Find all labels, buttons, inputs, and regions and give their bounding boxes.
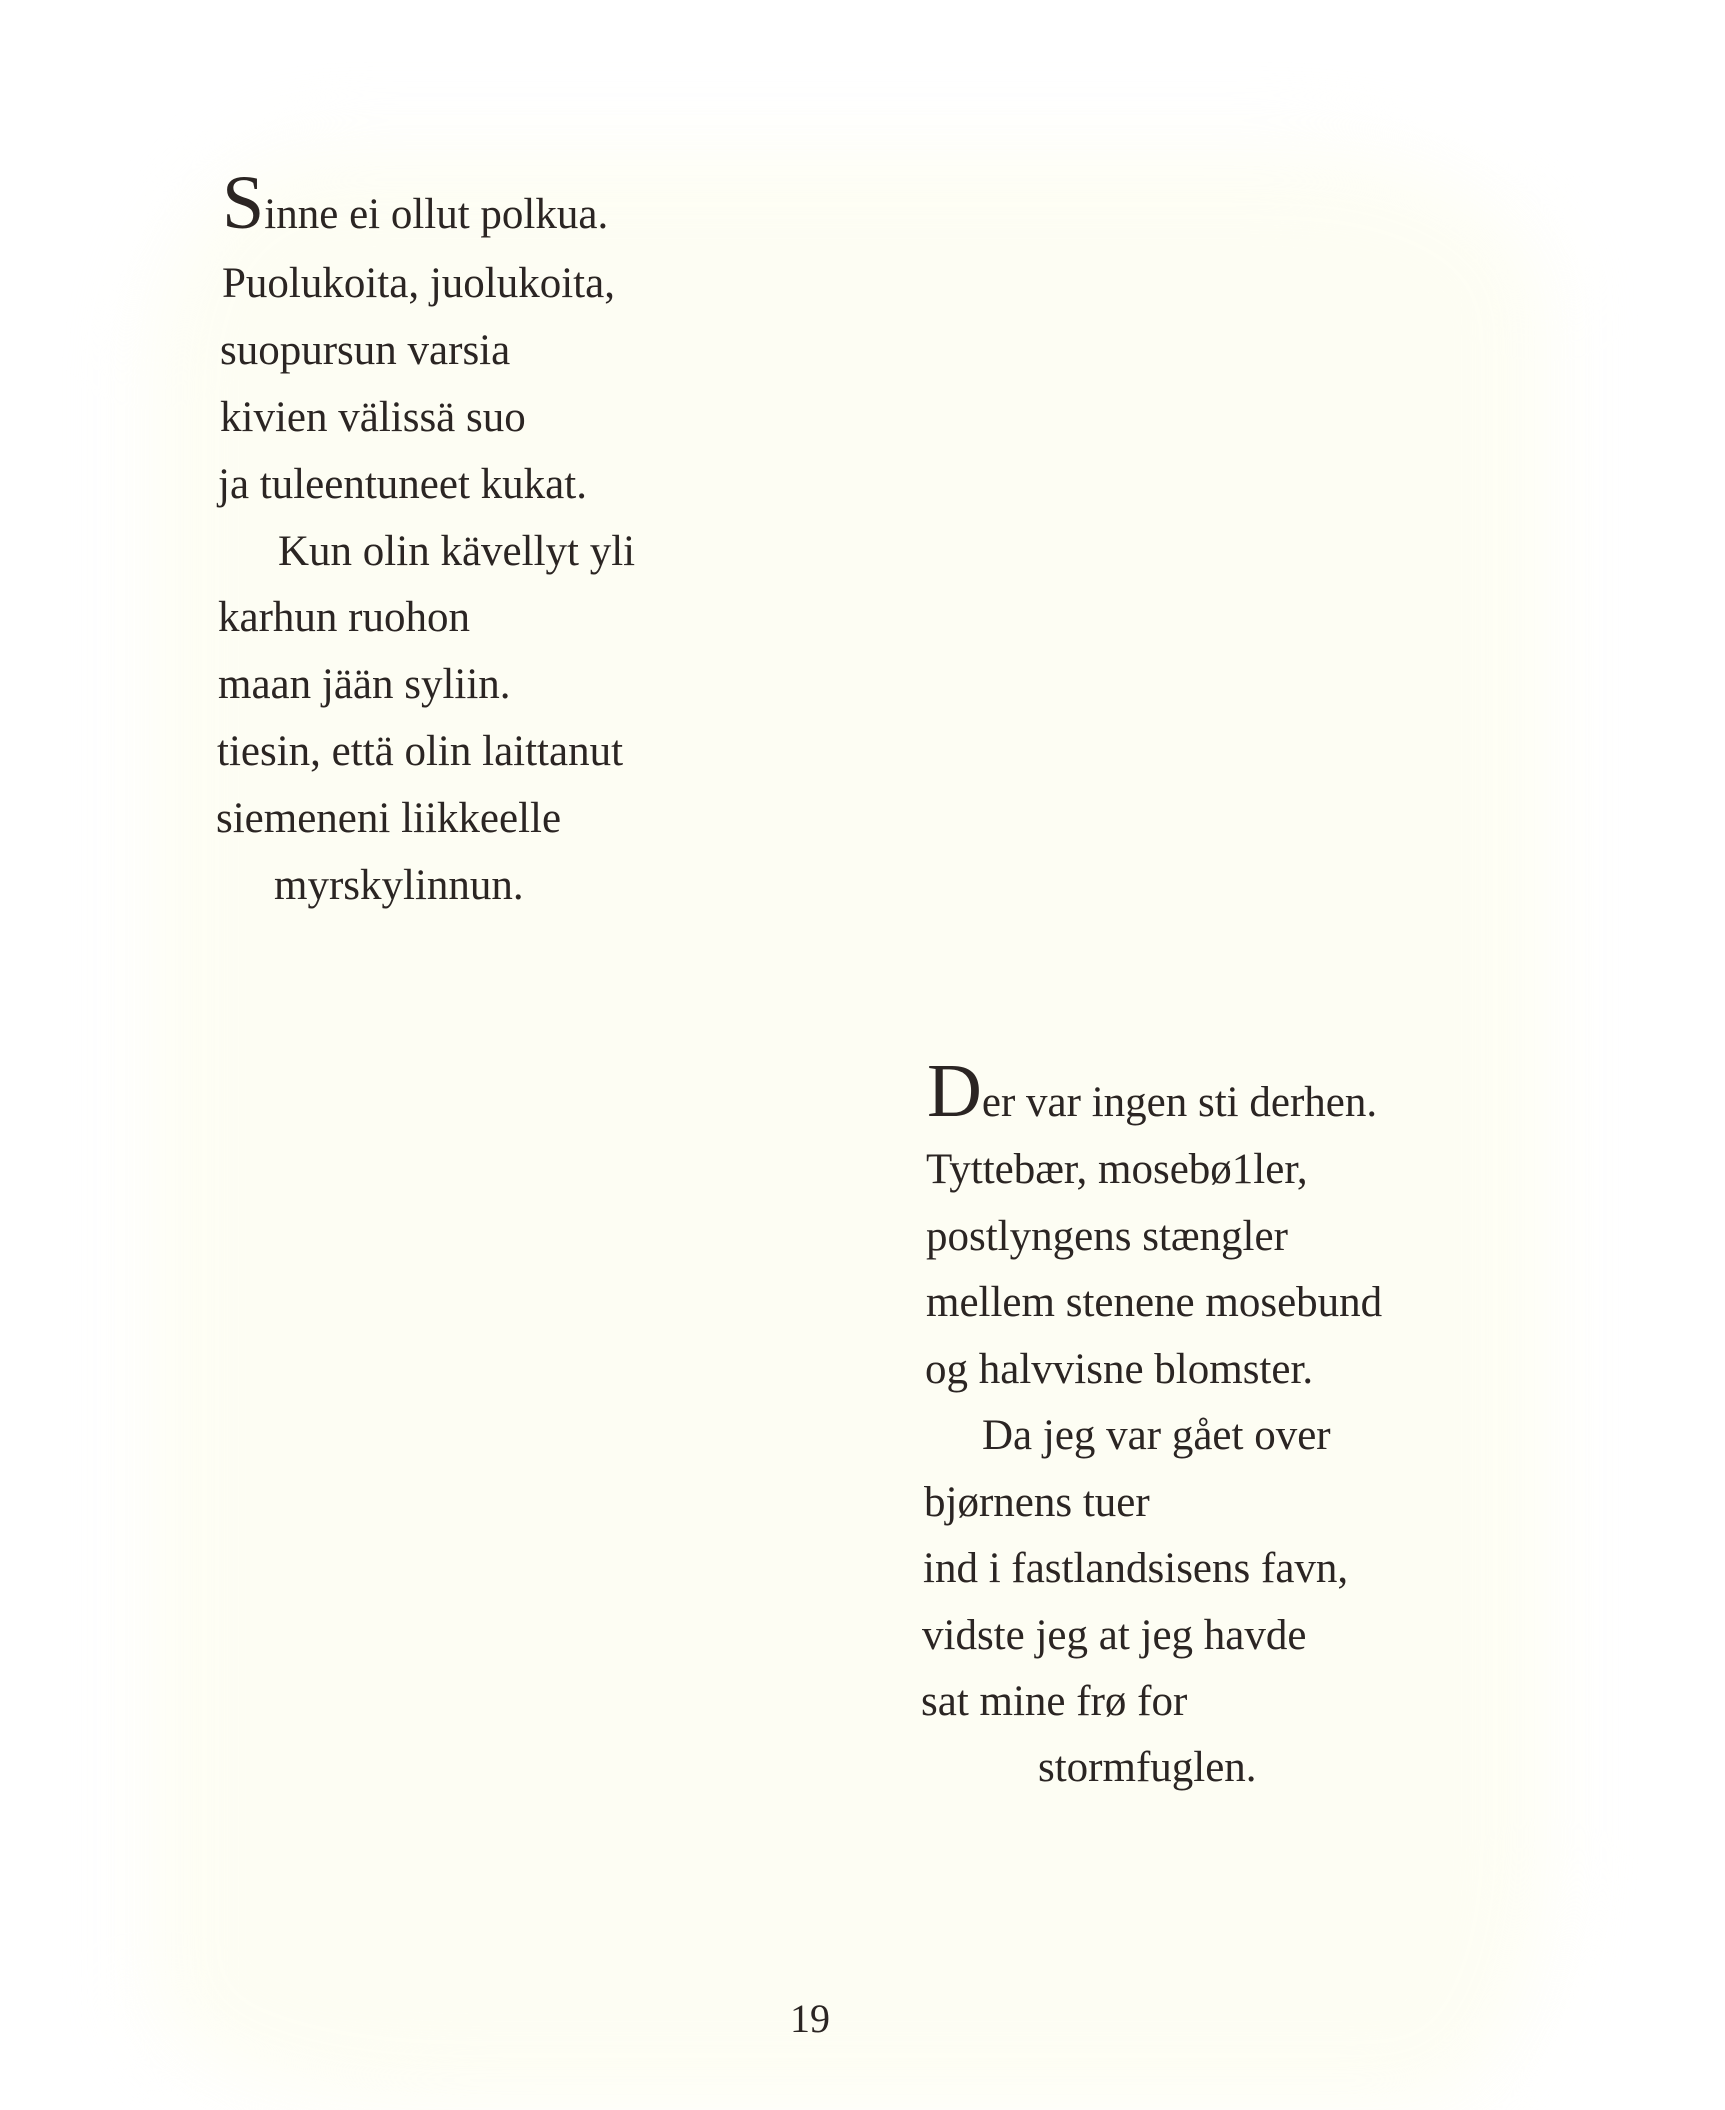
poem-line: ind i fastlandsisens favn,: [923, 1545, 1349, 1592]
poem-line: suopursun varsia: [220, 327, 511, 374]
poem-line: myrskylinnun.: [274, 862, 524, 909]
poem-line: tiesin, että olin laittanut: [217, 728, 624, 775]
poem-line: Tyttebær, mosebø1ler,: [926, 1146, 1308, 1193]
poem-line: og halvvisne blomster.: [925, 1346, 1314, 1393]
poem-line: Puolukoita, juolukoita,: [222, 260, 615, 307]
poem-line: kivien välissä suo: [220, 394, 526, 441]
poem-line: [927, 1049, 1378, 1133]
poem-line: siemeneni liikkeelle: [216, 795, 562, 842]
poem-line: mellem stenene mosebund: [926, 1279, 1383, 1326]
page-number: 19: [790, 1996, 830, 2041]
poem-line: [222, 161, 609, 245]
poem-line: sat mine frø for: [921, 1678, 1188, 1725]
poem-line: maan jään syliin.: [218, 661, 511, 708]
poem-line: stormfuglen.: [1038, 1744, 1257, 1791]
poem-line: Kun olin kävellyt yli: [278, 528, 636, 575]
poem-line: karhun ruohon: [218, 594, 470, 641]
poem-line: Da jeg var gået over: [982, 1412, 1331, 1459]
paper-background: [150, 150, 1550, 2110]
poem-line: bjørnens tuer: [924, 1479, 1150, 1526]
poem-line-text: inne ei ollut polkua.: [264, 191, 609, 238]
poem-line: vidste jeg at jeg havde: [922, 1612, 1307, 1659]
poem-line: ja tuleentuneet kukat.: [218, 461, 587, 508]
poem-line-text: er var ingen sti derhen.: [981, 1079, 1378, 1126]
drop-cap: S: [222, 161, 265, 245]
drop-cap: D: [927, 1049, 982, 1133]
poem-line: postlyngens stængler: [926, 1213, 1288, 1260]
